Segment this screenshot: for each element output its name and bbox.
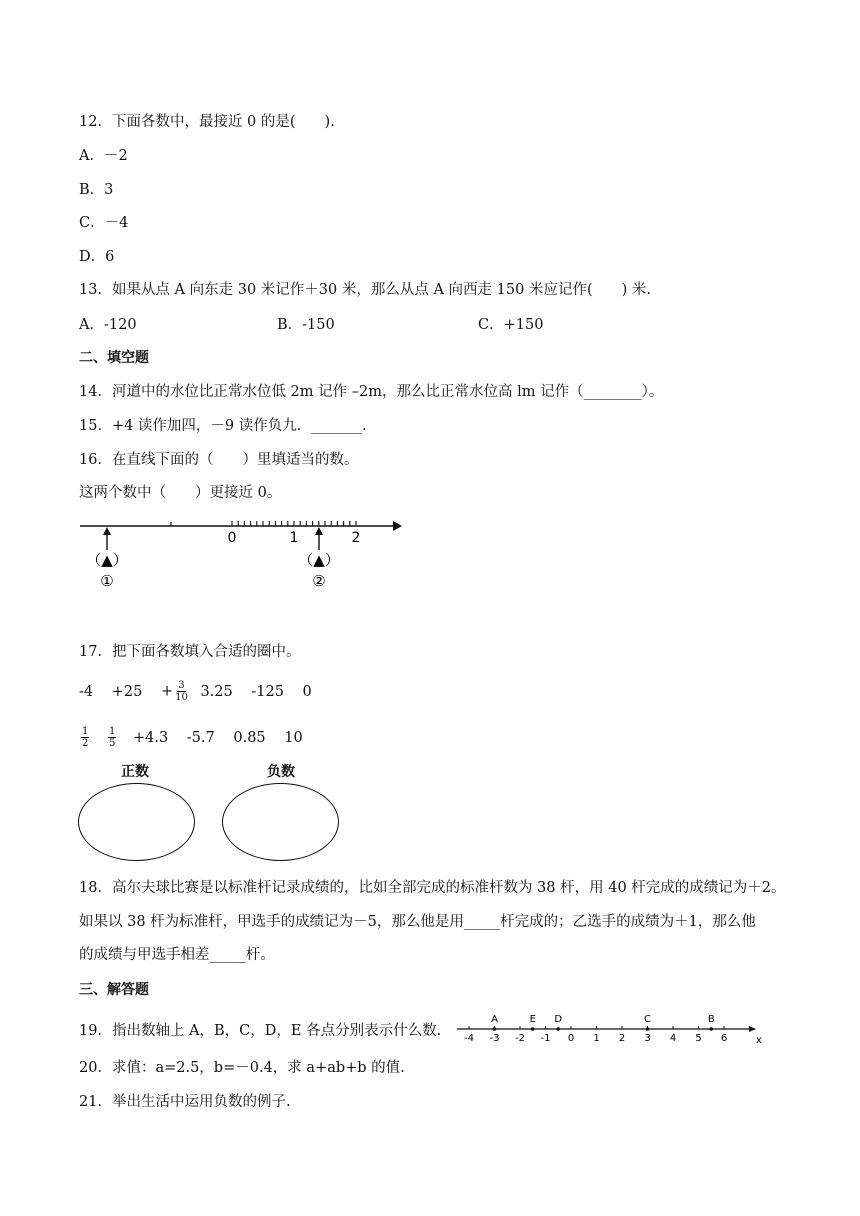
q19-tick-label: 2 (618, 1033, 626, 1044)
q19-tick-label: -2 (515, 1033, 525, 1044)
q16-stem: 16．在直线下面的（ ）里填适当的数。 (79, 452, 359, 468)
q19-point-label: B (707, 1014, 715, 1025)
q17-fraction-sign: + (160, 683, 174, 700)
q17-number: 10 (284, 729, 303, 746)
q20-stem: 20．求值：a=2.5，b=－0.4，求 a+ab+b 的值. (79, 1060, 405, 1076)
q14-stem: 14．河道中的水位比正常水位低 2m 记作 –2m，那么比正常水位高 lm 记作（________）。 (79, 384, 664, 400)
q17-fraction: $\frac{1}{2}$ (82, 726, 89, 749)
q13-option-a: A．-120 (79, 317, 137, 333)
q17-number: 3.25 (200, 683, 233, 700)
q17-number: 0.85 (233, 729, 266, 746)
q18-line-1: 18．高尔夫球比赛是以标准杆记录成绩的，比如全部完成的标准杆数为 38 杆，用 40 杆完成的成绩记为＋2。 (79, 880, 786, 896)
q19-x-label: x (756, 1035, 762, 1046)
q19-point (531, 1027, 535, 1031)
q19-point (646, 1027, 650, 1031)
positive-circle (78, 783, 195, 861)
q17-stem: 17．把下面各数填入合适的圈中。 (79, 644, 301, 660)
q19-point (556, 1027, 560, 1031)
q19-number-line (455, 1012, 765, 1046)
q17-number: -4 (79, 683, 94, 700)
positive-circle-label: 正数 (121, 764, 149, 780)
q12-option-c: C．－4 (79, 215, 129, 231)
q16-circle-label-2: ② (312, 572, 326, 590)
q17-fraction: $\frac{3}{10}$ (175, 680, 188, 703)
q19-point-label: E (529, 1014, 536, 1025)
q17-number: +4.3 (132, 729, 169, 746)
q17-fraction: $\frac{1}{5}$ (108, 726, 116, 749)
q16-bracket-1: （▲） (86, 551, 128, 569)
q17-number-row-1 (79, 680, 326, 703)
q16-axis-label-2: 2 (351, 530, 361, 546)
q16-axis-label-0: 0 (227, 530, 237, 546)
q18-line-2: 如果以 38 杆为标准杆，甲选手的成绩记为－5，那么他是用_____杆完成的；乙选手的成绩为＋1，那么他 (79, 914, 756, 930)
q19-point (709, 1027, 713, 1031)
q19-tick-label: 1 (593, 1033, 600, 1044)
q12-option-a: A．－2 (79, 148, 128, 164)
q13-option-b: B．-150 (277, 317, 335, 333)
section-3-title: 三、解答题 (79, 982, 149, 998)
q16-sub: 这两个数中（ ）更接近 0。 (79, 485, 282, 501)
q19-tick-label: -3 (489, 1033, 500, 1044)
q17-number: -5.7 (186, 729, 215, 746)
q12-option-d: D．6 (79, 249, 115, 265)
q17-number: -125 (251, 683, 284, 700)
q17-number: 0 (302, 683, 312, 700)
q19-tick-label: 0 (567, 1033, 575, 1044)
q19-point-label: C (644, 1014, 651, 1025)
q19-tick-label: 4 (669, 1033, 677, 1044)
q17-number: +25 (111, 683, 143, 700)
q19-tick-label: 5 (695, 1033, 702, 1044)
q19-tick-label: 6 (720, 1033, 728, 1044)
q13-option-c: C．+150 (478, 317, 544, 333)
q13-stem: 13．如果从点 A 向东走 30 米记作＋30 米，那么从点 A 向西走 150 米应记作( ) 米. (79, 282, 651, 298)
q16-axis-label-1: 1 (289, 530, 299, 546)
q16-circle-label-1: ① (100, 572, 114, 590)
q19-tick-label: -1 (540, 1033, 551, 1044)
q19-stem: 19．指出数轴上 A，B，C，D，E 各点分别表示什么数. (79, 1023, 442, 1039)
q17-number-row-2 (79, 726, 317, 749)
q18-line-3: 的成绩与甲选手相差_____杆。 (79, 947, 275, 963)
q19-tick-label: 3 (644, 1033, 651, 1044)
q19-point (493, 1027, 497, 1031)
q16-number-line (75, 510, 405, 594)
negative-circle (222, 783, 339, 861)
q15-stem: 15．+4 读作加四，－9 读作负九．_______. (79, 418, 367, 434)
q19-point-label: D (554, 1014, 563, 1025)
negative-circle-label: 负数 (267, 764, 295, 780)
q12-option-b: B．3 (79, 182, 114, 198)
q19-tick-label: -4 (464, 1033, 474, 1044)
section-2-title: 二、填空题 (79, 350, 149, 366)
q16-bracket-2: （▲） (298, 551, 340, 569)
q21-stem: 21．举出生活中运用负数的例子. (79, 1094, 291, 1110)
q12-stem: 12．下面各数中，最接近 0 的是( ). (79, 114, 335, 130)
q19-point-label: A (491, 1014, 498, 1025)
